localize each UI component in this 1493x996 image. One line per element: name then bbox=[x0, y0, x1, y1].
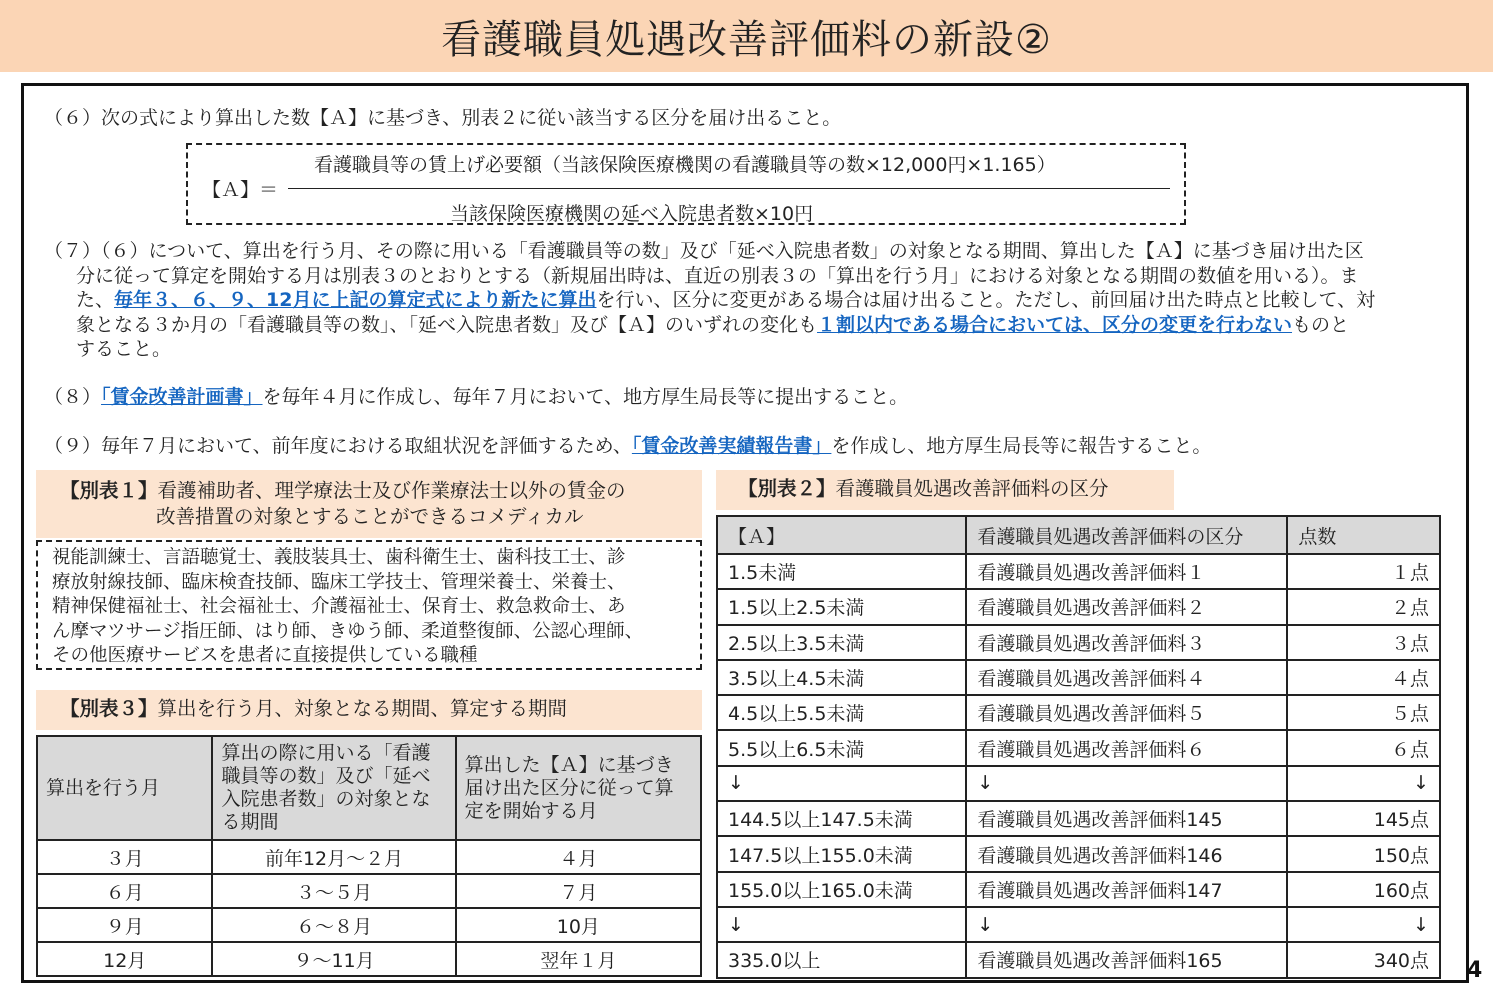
table-2-header-cell: 看護職員処遇改善評価料の区分 bbox=[966, 516, 1287, 554]
table-1-heading-line-1 bbox=[60, 478, 702, 504]
no-change-threshold-link[interactable]: １割以内である場合においては、区分の変更を行わない bbox=[817, 313, 1293, 336]
down-arrow-icon: ↓ bbox=[717, 766, 966, 801]
item-7-line-4-a: 象となる３か月の「看護職員等の数」、「延べ入院患者数」及び【Ａ】のいずれの変化も bbox=[76, 313, 818, 336]
item-9-prefix: （９）毎年７月において、前年度における取組状況を評価するため、 bbox=[44, 435, 632, 457]
comedical-line: ん摩マツサージ指圧師、はり師、きゆう師、柔道整復師、公認心理師、 bbox=[52, 620, 644, 642]
table-cell: 144.5以上147.5未満 bbox=[717, 801, 966, 836]
table-cell: １点 bbox=[1287, 554, 1440, 589]
table-1-heading-text-1: 看護補助者、理学療法士及び作業療法士以外の賃金の bbox=[157, 479, 626, 502]
item-7-line-3-b: を行い、区分に変更がある場合は届け出ること。ただし、前回届け出た時点と比較して、対 bbox=[596, 289, 1376, 311]
table-row bbox=[717, 872, 1440, 907]
item-7-line-3-a: た、 bbox=[76, 289, 115, 311]
table-row bbox=[717, 730, 1440, 765]
table-cell: 看護職員処遇改善評価料１ bbox=[966, 554, 1287, 589]
table-2-tag: 【別表２】 bbox=[738, 477, 836, 500]
table-cell: 看護職員処遇改善評価料145 bbox=[966, 801, 1287, 836]
table-row bbox=[717, 907, 1440, 942]
table-cell: 10月 bbox=[456, 908, 701, 942]
table-cell: 4.5以上5.5未満 bbox=[717, 695, 966, 730]
table-cell: ６月 bbox=[37, 874, 212, 908]
table-cell: 150点 bbox=[1287, 836, 1440, 871]
table-2-heading bbox=[716, 470, 1174, 510]
table-cell: 1.5以上2.5未満 bbox=[717, 589, 966, 624]
table-cell: 看護職員処遇改善評価料146 bbox=[966, 836, 1287, 871]
table-2-header-cell: 点数 bbox=[1287, 516, 1440, 554]
item-8-suffix: を毎年４月に作成し、毎年７月において、地方厚生局長等に提出すること。 bbox=[262, 386, 909, 408]
item-7-line-5: すること。 bbox=[76, 338, 172, 360]
down-arrow-icon: ↓ bbox=[1287, 907, 1440, 942]
table-cell: ４点 bbox=[1287, 660, 1440, 695]
wage-plan-link[interactable]: 「賃金改善計画書」 bbox=[101, 386, 263, 408]
title-bar bbox=[0, 0, 1493, 72]
table-cell: 145点 bbox=[1287, 801, 1440, 836]
item-7-line-1: （７）（６）について、算出を行う月、その際に用いる「看護職員等の数」及び「延べ入院患者数」の対象となる期間、算出した【Ａ】に基づき届け出た区 bbox=[44, 240, 1364, 262]
table-cell: 看護職員処遇改善評価料６ bbox=[966, 730, 1287, 765]
table-1-heading bbox=[36, 470, 702, 538]
page-title: 看護職員処遇改善評価料の新設② bbox=[441, 16, 1052, 63]
comedical-line: 視能訓練士、言語聴覚士、義肢装具士、歯科衛生士、歯科技工士、診 bbox=[52, 547, 626, 568]
down-arrow-icon: ↓ bbox=[1287, 766, 1440, 801]
formula-denominator: 当該保険医療機関の延べ入院患者数×10円 bbox=[450, 203, 814, 225]
table-2-header-cell: 【Ａ】 bbox=[717, 516, 966, 554]
table-cell: 5.5以上6.5未満 bbox=[717, 730, 966, 765]
formula-box bbox=[186, 143, 1186, 225]
table-1-heading-line-2: 改善措置の対象とすることができるコメディカル bbox=[156, 505, 584, 528]
item-8-prefix: （８） bbox=[44, 386, 102, 408]
comedical-line: 精神保健福祉士、社会福祉士、介護福祉士、保育士、救急救命士、あ bbox=[52, 596, 626, 618]
table-cell: 1.5未満 bbox=[717, 554, 966, 589]
quarterly-recalc-link[interactable]: 毎年３、６、９、12月に上記の算定式により新たに算出 bbox=[114, 289, 597, 311]
table-cell: 看護職員処遇改善評価料147 bbox=[966, 872, 1287, 907]
table-2-heading-text: 看護職員処遇改善評価料の区分 bbox=[835, 477, 1109, 500]
item-8-text bbox=[44, 385, 908, 410]
table-row bbox=[37, 874, 701, 908]
down-arrow-icon: ↓ bbox=[966, 766, 1287, 801]
table-cell: 看護職員処遇改善評価料165 bbox=[966, 942, 1287, 977]
table-cell: ３月 bbox=[37, 840, 212, 874]
item-7-block bbox=[44, 239, 1464, 362]
table-cell: ９月 bbox=[37, 908, 212, 942]
table-cell: 看護職員処遇改善評価料５ bbox=[966, 695, 1287, 730]
table-row bbox=[717, 660, 1440, 695]
table-cell: ４月 bbox=[456, 840, 701, 874]
formula-numerator: 看護職員等の賃上げ必要額（当該保険医療機関の看護職員等の数×12,000円×1.165） bbox=[314, 154, 1056, 176]
table-cell: 看護職員処遇改善評価料４ bbox=[966, 660, 1287, 695]
page-number: 4 bbox=[1467, 958, 1483, 983]
table-3-header-cell: 算出を行う月 bbox=[37, 736, 212, 840]
item-9-suffix: を作成し、地方厚生局長等に報告すること。 bbox=[831, 435, 1212, 457]
table-row bbox=[717, 589, 1440, 624]
item-7-line-3 bbox=[44, 288, 1464, 313]
table-3-tag: 【別表３】 bbox=[60, 697, 158, 720]
table-row bbox=[717, 942, 1440, 977]
table-cell: ７月 bbox=[456, 874, 701, 908]
table-3-header-row bbox=[37, 736, 701, 840]
comedical-list bbox=[36, 540, 702, 670]
table-3-heading bbox=[36, 690, 702, 730]
down-arrow-icon: ↓ bbox=[966, 907, 1287, 942]
table-cell: 147.5以上155.0未満 bbox=[717, 836, 966, 871]
item-7-line-4 bbox=[44, 313, 1464, 338]
table-row bbox=[37, 840, 701, 874]
table-row bbox=[717, 625, 1440, 660]
table-2-header-row bbox=[717, 516, 1440, 554]
table-row bbox=[717, 801, 1440, 836]
comedical-line: 療放射線技師、臨床検査技師、臨床工学技士、管理栄養士、栄養士、 bbox=[52, 571, 626, 593]
table-cell: 155.0以上165.0未満 bbox=[717, 872, 966, 907]
table-cell: 翌年１月 bbox=[456, 942, 701, 976]
table-2 bbox=[716, 515, 1441, 979]
down-arrow-icon: ↓ bbox=[717, 907, 966, 942]
comedical-line: その他医療サービスを患者に直接提供している職種 bbox=[52, 645, 478, 667]
table-cell: 3.5以上4.5未満 bbox=[717, 660, 966, 695]
table-cell: ５点 bbox=[1287, 695, 1440, 730]
table-cell: 看護職員処遇改善評価料３ bbox=[966, 625, 1287, 660]
fraction-line bbox=[288, 188, 1170, 189]
table-cell: 2.5以上3.5未満 bbox=[717, 625, 966, 660]
table-1-tag: 【別表１】 bbox=[60, 479, 158, 502]
item-9-text bbox=[44, 434, 1211, 459]
table-3-header-cell: 算出した【Ａ】に基づき届け出た区分に従って算定を開始する月 bbox=[456, 736, 701, 840]
table-row bbox=[37, 942, 701, 976]
item-6-text: （６）次の式により算出した数【Ａ】に基づき、別表２に従い該当する区分を届け出ること。 bbox=[44, 107, 842, 129]
table-row bbox=[717, 836, 1440, 871]
table-cell: 看護職員処遇改善評価料２ bbox=[966, 589, 1287, 624]
table-cell: 12月 bbox=[37, 942, 212, 976]
table-cell: ６～８月 bbox=[212, 908, 455, 942]
table-cell: 前年12月～２月 bbox=[212, 840, 455, 874]
table-row bbox=[717, 695, 1440, 730]
table-cell: 335.0以上 bbox=[717, 942, 966, 977]
item-7-line-4-b: ものと bbox=[1292, 313, 1350, 336]
table-cell: ２点 bbox=[1287, 589, 1440, 624]
table-cell: ３～５月 bbox=[212, 874, 455, 908]
table-cell: ３点 bbox=[1287, 625, 1440, 660]
table-cell: ９～11月 bbox=[212, 942, 455, 976]
table-row bbox=[717, 554, 1440, 589]
table-cell: 340点 bbox=[1287, 942, 1440, 977]
wage-report-link[interactable]: 「賃金改善実績報告書」 bbox=[631, 435, 832, 457]
table-cell: ６点 bbox=[1287, 730, 1440, 765]
formula-label: 【Ａ】＝ bbox=[202, 179, 279, 201]
table-row bbox=[717, 766, 1440, 801]
item-7-line-2: 分に従って算定を開始する月は別表３のとおりとする（新規届出時は、直近の別表３の「算出を行う月」における対象となる期間の数値を用いる）。ま bbox=[76, 264, 1359, 287]
table-3 bbox=[36, 735, 702, 977]
table-3-heading-text: 算出を行う月、対象となる期間、算定する期間 bbox=[157, 697, 568, 720]
table-row bbox=[37, 908, 701, 942]
table-3-header-cell: 算出の際に用いる「看護職員等の数」及び「延べ入院患者数」の対象となる期間 bbox=[212, 736, 455, 840]
table-cell: 160点 bbox=[1287, 872, 1440, 907]
